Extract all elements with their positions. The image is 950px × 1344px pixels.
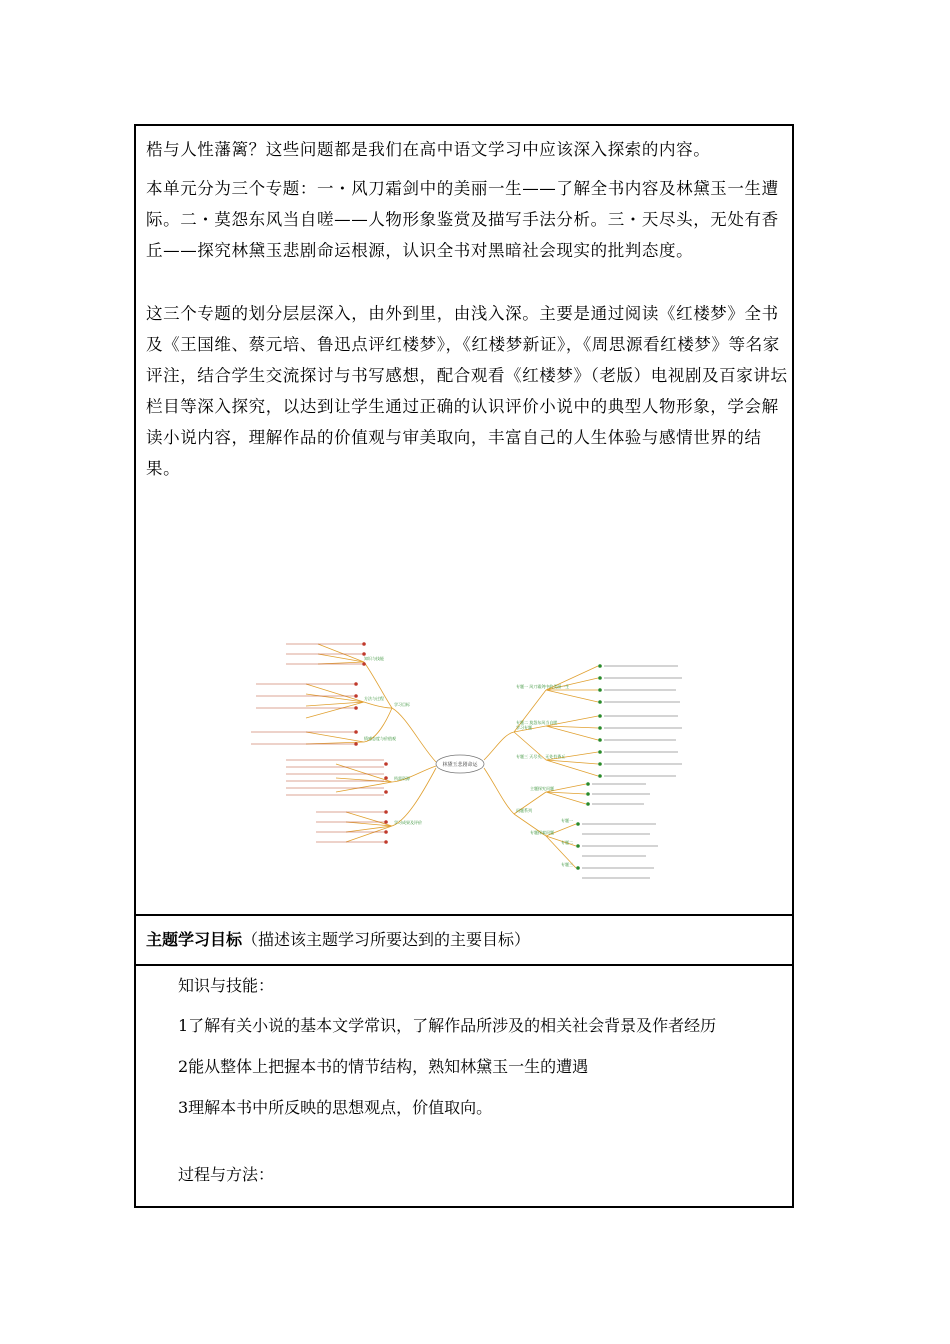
mindmap-node-attitude: 情感态度与价值观 — [364, 736, 396, 741]
goal-item-3: 3理解本书中所反映的思想观点，价值取向。 — [178, 1098, 493, 1117]
mindmap-left-branches — [306, 644, 436, 842]
goal-item-2: 2能从整体上把握本书的情节结构，熟知林黛玉一生的遭遇 — [178, 1057, 589, 1076]
mindmap-node-topics: 学习专题 — [516, 725, 532, 730]
intro-cell — [136, 126, 792, 916]
mindmap-node-main-question: 主题探究问题 — [530, 786, 554, 791]
mindmap-node-goal: 学习目标 — [394, 702, 410, 707]
mindmap-node-topic-2: 专题二 莫怨东风当自嗟 — [516, 720, 558, 725]
goal-title-bold: 主题学习目标 — [146, 930, 243, 949]
mindmap-node-questions: 问题系列 — [516, 808, 532, 813]
mindmap-center-label: 林黛玉悲剧命运 — [442, 762, 478, 768]
lesson-table — [134, 124, 794, 1208]
intro-paragraph-2: 本单元分为三个专题：一・风刀霜剑中的美丽一生——了解全书内容及林黛玉一生遭际。二・莫怨东风当自嗟——人物形象鉴赏及描写手法分析。三・天尽头，无处有香丘——探究林黛玉悲剧命运根源，认识全书对黑暗社会现实的批判态度。 — [146, 179, 779, 260]
mindmap-node-topic-1: 专题一 风刀霜剑中的美丽一生 — [516, 684, 570, 689]
mindmap-right-branches — [484, 666, 598, 868]
intro-paragraph-3: 这三个专题的划分层层深入，由外到里，由浅入深。主要是通过阅读《红楼梦》全书及《王国维、蔡元培、鲁迅点评红楼梦》，《红楼梦新证》，《周思源看红楼梦》等名家评注，结合学生交流探讨与书写感想，配合观看《红楼梦》（老版）电视剧及百家讲坛栏目等深入探究，以达到让学生通过正确的认识评价小说中的典型人物形象，学会解读小说内容，理解作品的价值观与审美取向，丰富自己的人生体验与感情世界的结果。 — [146, 304, 788, 478]
mindmap-image — [246, 636, 686, 886]
mindmap-node-topic-3: 专题三 天尽头，无处有香丘 — [516, 754, 566, 759]
mindmap-left-labels — [364, 655, 422, 825]
mindmap-node-knowledge: 知识与技能 — [364, 656, 384, 661]
goal-item-1: 1了解有关小说的基本文学常识，了解作品所涉及的相关社会背景及作者经历 — [178, 1016, 717, 1035]
mindmap-node-evaluation: 学习成果及评价 — [394, 820, 422, 825]
goal-title — [146, 930, 530, 950]
intro-paragraph-1: 梏与人性藩篱？这些问题都是我们在高中语文学习中应该深入探索的内容。 — [146, 140, 711, 159]
mindmap-right-leaves — [576, 664, 602, 870]
mindmap-left-text-lines — [251, 644, 384, 842]
mindmap-node-q3: 专题三 — [561, 862, 573, 867]
goal-title-cell — [136, 916, 792, 966]
mindmap-node-resources: 所需资源 — [394, 776, 410, 781]
mindmap-node-sub-question: 专题探索问题 — [530, 830, 554, 835]
mindmap-right-text-lines — [582, 666, 682, 878]
mindmap-node-method: 方法与过程 — [364, 696, 384, 701]
process-method-heading: 过程与方法： — [178, 1165, 275, 1184]
knowledge-skills-heading: 知识与技能： — [178, 976, 275, 995]
mindmap-right-labels — [516, 683, 573, 867]
mindmap-node-q1: 专题一 — [561, 818, 573, 823]
mindmap-node-q2: 专题二 — [561, 840, 573, 845]
goal-title-note: （描述该主题学习所要达到的主要目标） — [242, 930, 531, 949]
